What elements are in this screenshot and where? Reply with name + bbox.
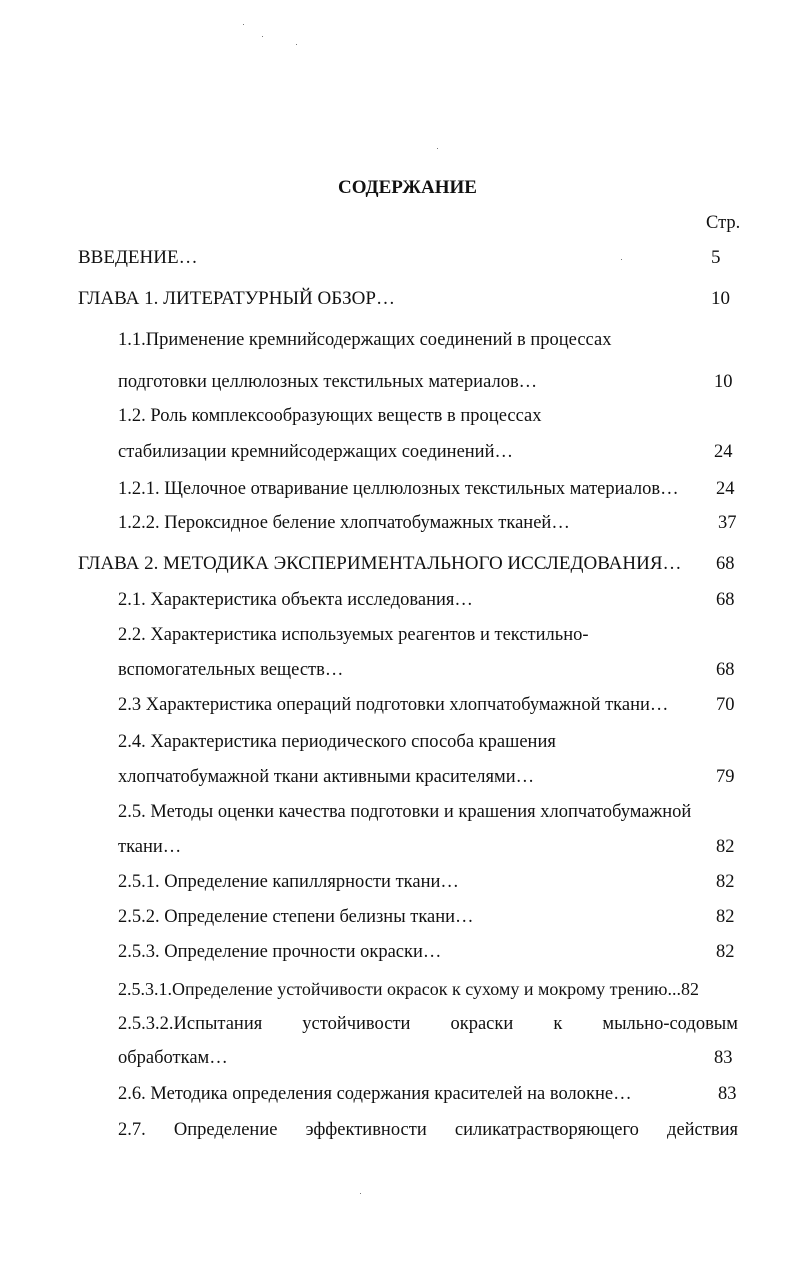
- toc-entry-text: ВВЕДЕНИЕ…: [78, 247, 198, 268]
- toc-word: 2.7.: [118, 1120, 146, 1140]
- toc-entry-page: 37: [718, 513, 737, 533]
- toc-entry-page: 10: [714, 372, 733, 392]
- toc-entry-text: 2.5.2. Определение степени белизны ткани…: [118, 907, 474, 927]
- toc-entry-page: 82: [716, 872, 735, 892]
- toc-entry-page: 68: [716, 660, 735, 680]
- toc-entry-text: хлопчатобумажной ткани активными красителями…: [118, 767, 535, 787]
- toc-entry-page: 68: [716, 554, 735, 574]
- toc-word: силикатрастворяющего: [454, 1120, 639, 1140]
- toc-entry-text: 2.5.3.1.Определение устойчивости окрасок к сухому и мокрому трению...82: [118, 979, 699, 999]
- toc-word: мыльно-содовым: [602, 1014, 738, 1034]
- scan-speck: [296, 44, 297, 45]
- toc-word: 2.5.3.2.Испытания: [118, 1014, 263, 1034]
- toc-entry-page: 70: [716, 695, 735, 715]
- toc-entry-text: 1.2. Роль комплексообразующих веществ в процессах: [118, 406, 542, 426]
- scan-speck: [360, 1193, 361, 1194]
- scan-speck: [437, 148, 438, 149]
- toc-entry-page: 79: [716, 767, 735, 787]
- toc-word: эффективности: [305, 1120, 427, 1140]
- toc-entry-text: 1.1.Применение кремнийсодержащих соединений в процессах: [118, 330, 612, 350]
- toc-entry-text: 2.5. Методы оценки качества подготовки и крашения хлопчатобумажной: [118, 802, 692, 822]
- toc-entry-page: 83: [714, 1048, 733, 1068]
- toc-word: Определение: [173, 1120, 278, 1140]
- toc-entry-text: обработкам…: [118, 1048, 228, 1068]
- toc-word: действия: [667, 1120, 738, 1140]
- toc-entry-text: 2.3 Характеристика операций подготовки хлопчатобумажной ткани…: [118, 695, 669, 715]
- toc-entry-text: стабилизации кремнийсодержащих соединений…: [118, 442, 513, 462]
- toc-entry-text: подготовки целлюлозных текстильных материалов…: [118, 372, 538, 392]
- scan-speck: [621, 259, 622, 260]
- toc-entry-page: 5: [711, 247, 721, 268]
- toc-entry-text: 1.2.2. Пероксидное беление хлопчатобумажных тканей…: [118, 513, 570, 533]
- toc-entry-text: 2.5.1. Определение капиллярности ткани…: [118, 872, 459, 892]
- page-column-label: Стр.: [706, 213, 741, 233]
- toc-word: к: [553, 1014, 563, 1034]
- toc-entry-text: 2.5.3. Определение прочности окраски…: [118, 942, 442, 962]
- toc-entry-text: ткани…: [118, 837, 182, 857]
- toc-entry-page: 24: [716, 479, 735, 499]
- toc-entry-justified-line: [118, 1015, 738, 1034]
- toc-entry-page: 24: [714, 442, 733, 462]
- toc-entry-page: 83: [718, 1084, 737, 1104]
- toc-entry-text: ГЛАВА 1. ЛИТЕРАТУРНЫЙ ОБЗОР…: [78, 288, 395, 309]
- toc-entry-text: вспомогательных веществ…: [118, 660, 344, 680]
- scan-speck: [262, 36, 263, 37]
- toc-entry-page: 10: [711, 288, 730, 309]
- toc-entry-text: ГЛАВА 2. МЕТОДИКА ЭКСПЕРИМЕНТАЛЬНОГО ИССЛЕДОВАНИЯ…: [78, 553, 682, 574]
- toc-entry-text: 2.2. Характеристика используемых реагентов и текстильно-: [118, 625, 589, 645]
- toc-word: окраски: [450, 1014, 514, 1034]
- toc-entry-page: 82: [716, 942, 735, 962]
- toc-entry-page: 82: [716, 837, 735, 857]
- toc-word: устойчивости: [302, 1014, 411, 1034]
- scan-speck: [243, 24, 244, 25]
- toc-entry-page: 82: [716, 907, 735, 927]
- toc-entry-page: 68: [716, 590, 735, 610]
- page-title: СОДЕРЖАНИЕ: [338, 177, 477, 198]
- toc-entry-text: 1.2.1. Щелочное отваривание целлюлозных текстильных материалов…: [118, 479, 679, 499]
- toc-entry-text: 2.6. Методика определения содержания красителей на волокне…: [118, 1084, 632, 1104]
- toc-entry-text: 2.1. Характеристика объекта исследования…: [118, 590, 473, 610]
- toc-entry-justified-line: [118, 1121, 738, 1140]
- toc-entry-text: 2.4. Характеристика периодического способа крашения: [118, 732, 556, 752]
